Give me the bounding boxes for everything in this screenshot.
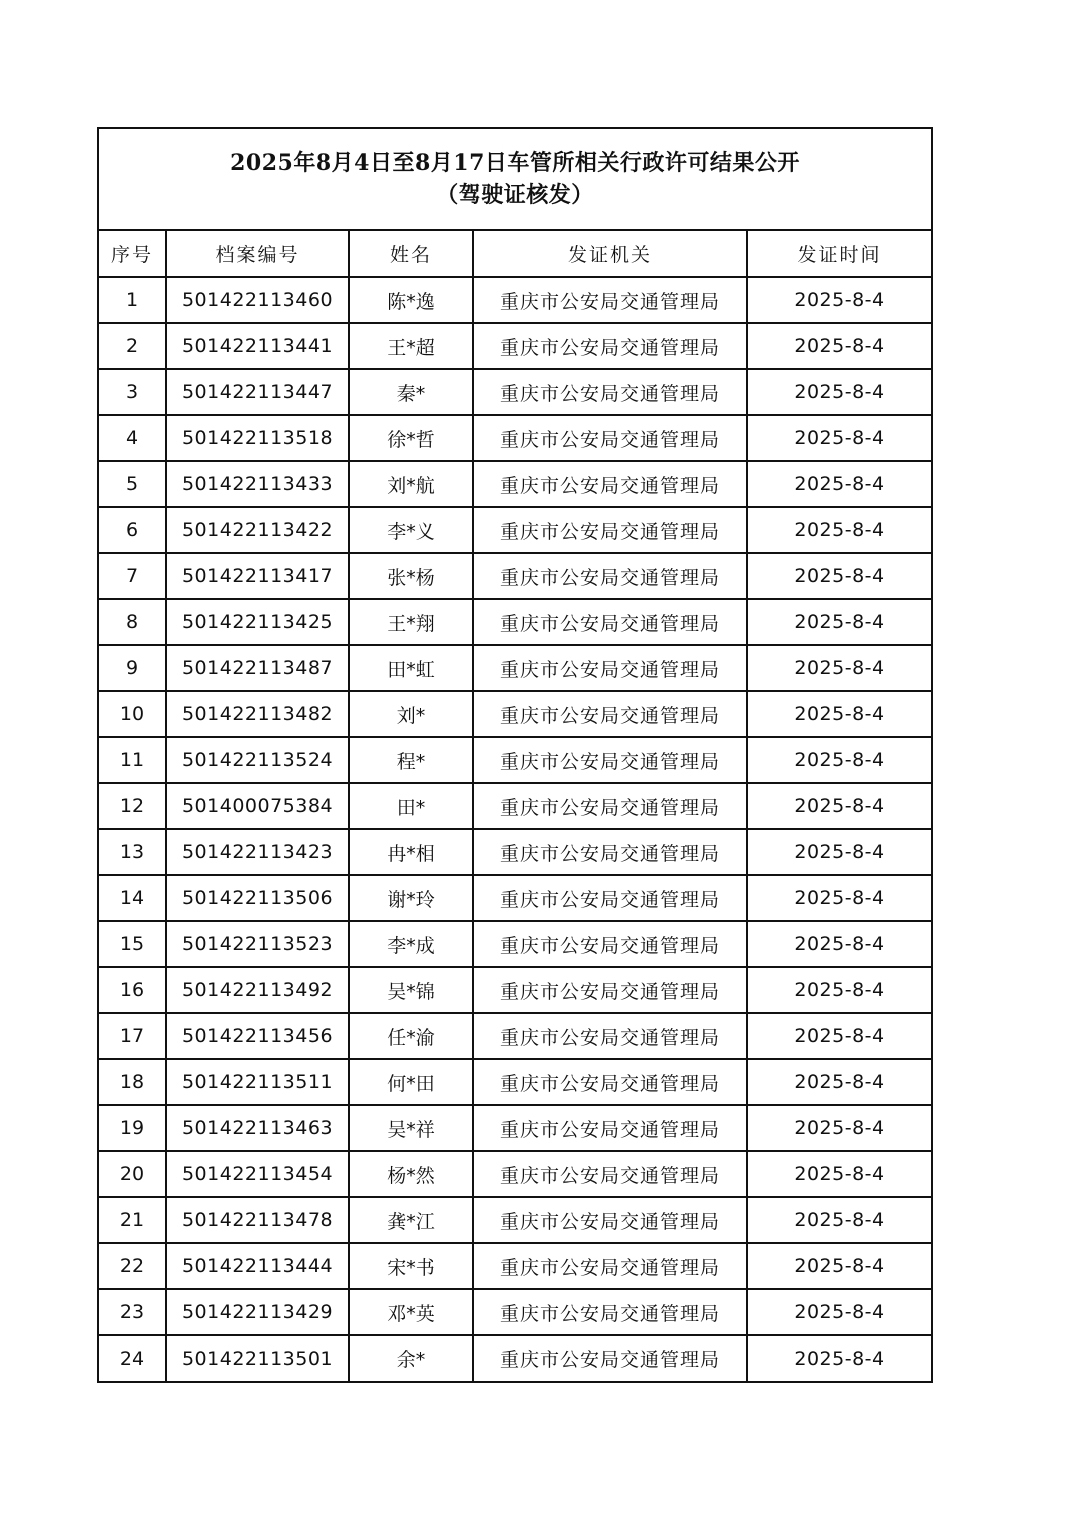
cell-seq: 20 bbox=[99, 1151, 166, 1197]
table-row bbox=[99, 645, 931, 691]
cell-seq: 16 bbox=[99, 967, 166, 1013]
cell-seq: 17 bbox=[99, 1013, 166, 1059]
cell-seq: 3 bbox=[99, 369, 166, 415]
cell-issue-date: 2025-8-4 bbox=[747, 967, 931, 1013]
column-header-seq: 序号 bbox=[99, 231, 166, 277]
cell-file-number: 501422113506 bbox=[166, 875, 349, 921]
cell-name: 冉*相 bbox=[349, 829, 473, 875]
table-row bbox=[99, 599, 931, 645]
cell-seq: 7 bbox=[99, 553, 166, 599]
cell-issue-date: 2025-8-4 bbox=[747, 1105, 931, 1151]
cell-issue-date: 2025-8-4 bbox=[747, 553, 931, 599]
document-title-block bbox=[99, 129, 931, 231]
cell-file-number: 501422113482 bbox=[166, 691, 349, 737]
cell-issue-date: 2025-8-4 bbox=[747, 1197, 931, 1243]
table-row bbox=[99, 507, 931, 553]
table-row bbox=[99, 1289, 931, 1335]
cell-file-number: 501422113441 bbox=[166, 323, 349, 369]
document-subtitle: （驾驶证核发） bbox=[436, 182, 594, 208]
table-row bbox=[99, 829, 931, 875]
table-row bbox=[99, 783, 931, 829]
cell-issuing-authority: 重庆市公安局交通管理局 bbox=[473, 645, 747, 691]
cell-issuing-authority: 重庆市公安局交通管理局 bbox=[473, 691, 747, 737]
cell-issuing-authority: 重庆市公安局交通管理局 bbox=[473, 553, 747, 599]
cell-file-number: 501422113422 bbox=[166, 507, 349, 553]
cell-issue-date: 2025-8-4 bbox=[747, 1289, 931, 1335]
cell-file-number: 501422113433 bbox=[166, 461, 349, 507]
table-row bbox=[99, 1105, 931, 1151]
cell-file-number: 501422113456 bbox=[166, 1013, 349, 1059]
cell-issue-date: 2025-8-4 bbox=[747, 783, 931, 829]
cell-name: 吴*祥 bbox=[349, 1105, 473, 1151]
table-row bbox=[99, 461, 931, 507]
cell-seq: 4 bbox=[99, 415, 166, 461]
header-row bbox=[99, 231, 931, 277]
cell-issue-date: 2025-8-4 bbox=[747, 645, 931, 691]
cell-issue-date: 2025-8-4 bbox=[794, 1347, 885, 1370]
cell-file-number: 501422113523 bbox=[166, 921, 349, 967]
document-title: 2025年8月4日至8月17日车管所相关行政许可结果公开 bbox=[230, 150, 800, 176]
table-row bbox=[99, 1151, 931, 1197]
cell-name: 李*成 bbox=[349, 921, 473, 967]
table-row bbox=[99, 323, 931, 369]
table-row bbox=[99, 553, 931, 599]
cell-issuing-authority: 重庆市公安局交通管理局 bbox=[473, 1013, 747, 1059]
cell-name: 杨*然 bbox=[349, 1151, 473, 1197]
cell-issue-date: 2025-8-4 bbox=[747, 277, 931, 323]
cell-issuing-authority: 重庆市公安局交通管理局 bbox=[473, 783, 747, 829]
cell-file-number: 501422113478 bbox=[166, 1197, 349, 1243]
cell-issue-date: 2025-8-4 bbox=[747, 369, 931, 415]
cell-file-number: 501422113425 bbox=[166, 599, 349, 645]
cell-issuing-authority: 重庆市公安局交通管理局 bbox=[473, 277, 747, 323]
cell-issue-date: 2025-8-4 bbox=[747, 875, 931, 921]
cell-name: 吴*锦 bbox=[349, 967, 473, 1013]
cell-seq: 23 bbox=[99, 1289, 166, 1335]
cell-issuing-authority: 重庆市公安局交通管理局 bbox=[473, 1243, 747, 1289]
permit-results-sheet bbox=[97, 127, 933, 1383]
cell-issuing-authority: 重庆市公安局交通管理局 bbox=[473, 829, 747, 875]
column-header-issuing-authority: 发证机关 bbox=[473, 231, 747, 277]
cell-issuing-authority: 重庆市公安局交通管理局 bbox=[473, 737, 747, 783]
cell-name: 任*渝 bbox=[349, 1013, 473, 1059]
cell-issuing-authority: 重庆市公安局交通管理局 bbox=[473, 415, 747, 461]
cell-seq: 24 bbox=[99, 1335, 166, 1381]
cell-file-number: 501422113447 bbox=[166, 369, 349, 415]
table-body bbox=[99, 277, 931, 1381]
cell-issue-date: 2025-8-4 bbox=[747, 461, 931, 507]
table-row bbox=[99, 415, 931, 461]
cell-issuing-authority: 重庆市公安局交通管理局 bbox=[473, 967, 747, 1013]
table-row bbox=[99, 875, 931, 921]
cell-seq: 5 bbox=[99, 461, 166, 507]
cell-file-number: 501422113423 bbox=[166, 829, 349, 875]
cell-file-number: 501422113492 bbox=[166, 967, 349, 1013]
cell-issue-date: 2025-8-4 bbox=[747, 1243, 931, 1289]
cell-issuing-authority: 重庆市公安局交通管理局 bbox=[473, 1289, 747, 1335]
table-row bbox=[99, 691, 931, 737]
cell-issuing-authority: 重庆市公安局交通管理局 bbox=[473, 507, 747, 553]
cell-issuing-authority: 重庆市公安局交通管理局 bbox=[473, 323, 747, 369]
table-row bbox=[99, 737, 931, 783]
cell-name: 刘* bbox=[349, 691, 473, 737]
cell-issue-date: 2025-8-4 bbox=[747, 1013, 931, 1059]
cell-seq: 21 bbox=[99, 1197, 166, 1243]
table-row bbox=[99, 1013, 931, 1059]
table-row bbox=[99, 967, 931, 1013]
cell-name: 李*义 bbox=[349, 507, 473, 553]
cell-file-number: 501400075384 bbox=[166, 783, 349, 829]
table-row bbox=[99, 1243, 931, 1289]
cell-name: 王*翔 bbox=[349, 599, 473, 645]
cell-issuing-authority: 重庆市公安局交通管理局 bbox=[473, 1105, 747, 1151]
cell-seq: 11 bbox=[99, 737, 166, 783]
cell-name: 龚*江 bbox=[349, 1197, 473, 1243]
table-row bbox=[99, 277, 931, 323]
cell-file-number: 501422113501 bbox=[166, 1335, 349, 1381]
cell-issue-date: 2025-8-4 bbox=[747, 829, 931, 875]
column-header-issue-date: 发证时间 bbox=[747, 231, 931, 277]
cell-name: 谢*玲 bbox=[349, 875, 473, 921]
cell-issue-date: 2025-8-4 bbox=[747, 507, 931, 553]
cell-file-number: 501422113444 bbox=[166, 1243, 349, 1289]
cell-issue-date: 2025-8-4 bbox=[747, 323, 931, 369]
cell-file-number: 501422113460 bbox=[166, 277, 349, 323]
table-row bbox=[99, 1335, 931, 1381]
cell-file-number: 501422113518 bbox=[166, 415, 349, 461]
cell-seq: 10 bbox=[99, 691, 166, 737]
cell-seq: 12 bbox=[99, 783, 166, 829]
permit-results-table bbox=[99, 231, 931, 1381]
cell-file-number: 501422113463 bbox=[166, 1105, 349, 1151]
cell-seq: 1 bbox=[99, 277, 166, 323]
cell-name: 王*超 bbox=[349, 323, 473, 369]
column-header-name: 姓名 bbox=[349, 231, 473, 277]
cell-seq: 9 bbox=[99, 645, 166, 691]
cell-issue-date: 2025-8-4 bbox=[747, 599, 931, 645]
cell-seq: 22 bbox=[99, 1243, 166, 1289]
cell-seq: 6 bbox=[99, 507, 166, 553]
cell-issue-date: 2025-8-4 bbox=[747, 921, 931, 967]
cell-file-number: 501422113524 bbox=[166, 737, 349, 783]
cell-seq: 14 bbox=[99, 875, 166, 921]
cell-name: 田*虹 bbox=[349, 645, 473, 691]
table-row bbox=[99, 1059, 931, 1105]
cell-seq: 15 bbox=[99, 921, 166, 967]
cell-issuing-authority: 重庆市公安局交通管理局 bbox=[473, 599, 747, 645]
table-row bbox=[99, 921, 931, 967]
cell-seq: 19 bbox=[99, 1105, 166, 1151]
cell-issuing-authority: 重庆市公安局交通管理局 bbox=[473, 921, 747, 967]
cell-issue-date: 2025-8-4 bbox=[747, 691, 931, 737]
cell-name: 张*杨 bbox=[349, 553, 473, 599]
cell-file-number: 501422113487 bbox=[166, 645, 349, 691]
cell-seq: 18 bbox=[99, 1059, 166, 1105]
cell-file-number: 501422113417 bbox=[166, 553, 349, 599]
cell-issue-date: 2025-8-4 bbox=[747, 1151, 931, 1197]
cell-issuing-authority: 重庆市公安局交通管理局 bbox=[473, 1335, 747, 1381]
cell-name: 秦* bbox=[349, 369, 473, 415]
cell-name: 田* bbox=[349, 783, 473, 829]
cell-name: 宋*书 bbox=[349, 1243, 473, 1289]
cell-issuing-authority: 重庆市公安局交通管理局 bbox=[473, 1059, 747, 1105]
cell-issue-date: 2025-8-4 bbox=[747, 737, 931, 783]
cell-file-number: 501422113429 bbox=[166, 1289, 349, 1335]
cell-issuing-authority: 重庆市公安局交通管理局 bbox=[473, 1197, 747, 1243]
cell-issuing-authority: 重庆市公安局交通管理局 bbox=[473, 875, 747, 921]
cell-name: 邓*英 bbox=[349, 1289, 473, 1335]
cell-name: 余* bbox=[349, 1335, 473, 1381]
table-row bbox=[99, 1197, 931, 1243]
cell-name: 陈*逸 bbox=[349, 277, 473, 323]
table-row bbox=[99, 369, 931, 415]
cell-issue-date: 2025-8-4 bbox=[747, 1059, 931, 1105]
cell-issue-date: 2025-8-4 bbox=[747, 415, 931, 461]
cell-file-number: 501422113511 bbox=[166, 1059, 349, 1105]
cell-issuing-authority: 重庆市公安局交通管理局 bbox=[473, 369, 747, 415]
cell-name: 徐*哲 bbox=[349, 415, 473, 461]
cell-name: 程* bbox=[349, 737, 473, 783]
cell-seq: 8 bbox=[99, 599, 166, 645]
cell-issuing-authority: 重庆市公安局交通管理局 bbox=[473, 461, 747, 507]
cell-name: 刘*航 bbox=[349, 461, 473, 507]
cell-file-number: 501422113454 bbox=[166, 1151, 349, 1197]
cell-seq: 2 bbox=[99, 323, 166, 369]
column-header-file-number: 档案编号 bbox=[166, 231, 349, 277]
cell-name: 何*田 bbox=[349, 1059, 473, 1105]
cell-issuing-authority: 重庆市公安局交通管理局 bbox=[473, 1151, 747, 1197]
table-header bbox=[99, 231, 931, 277]
cell-seq: 13 bbox=[99, 829, 166, 875]
